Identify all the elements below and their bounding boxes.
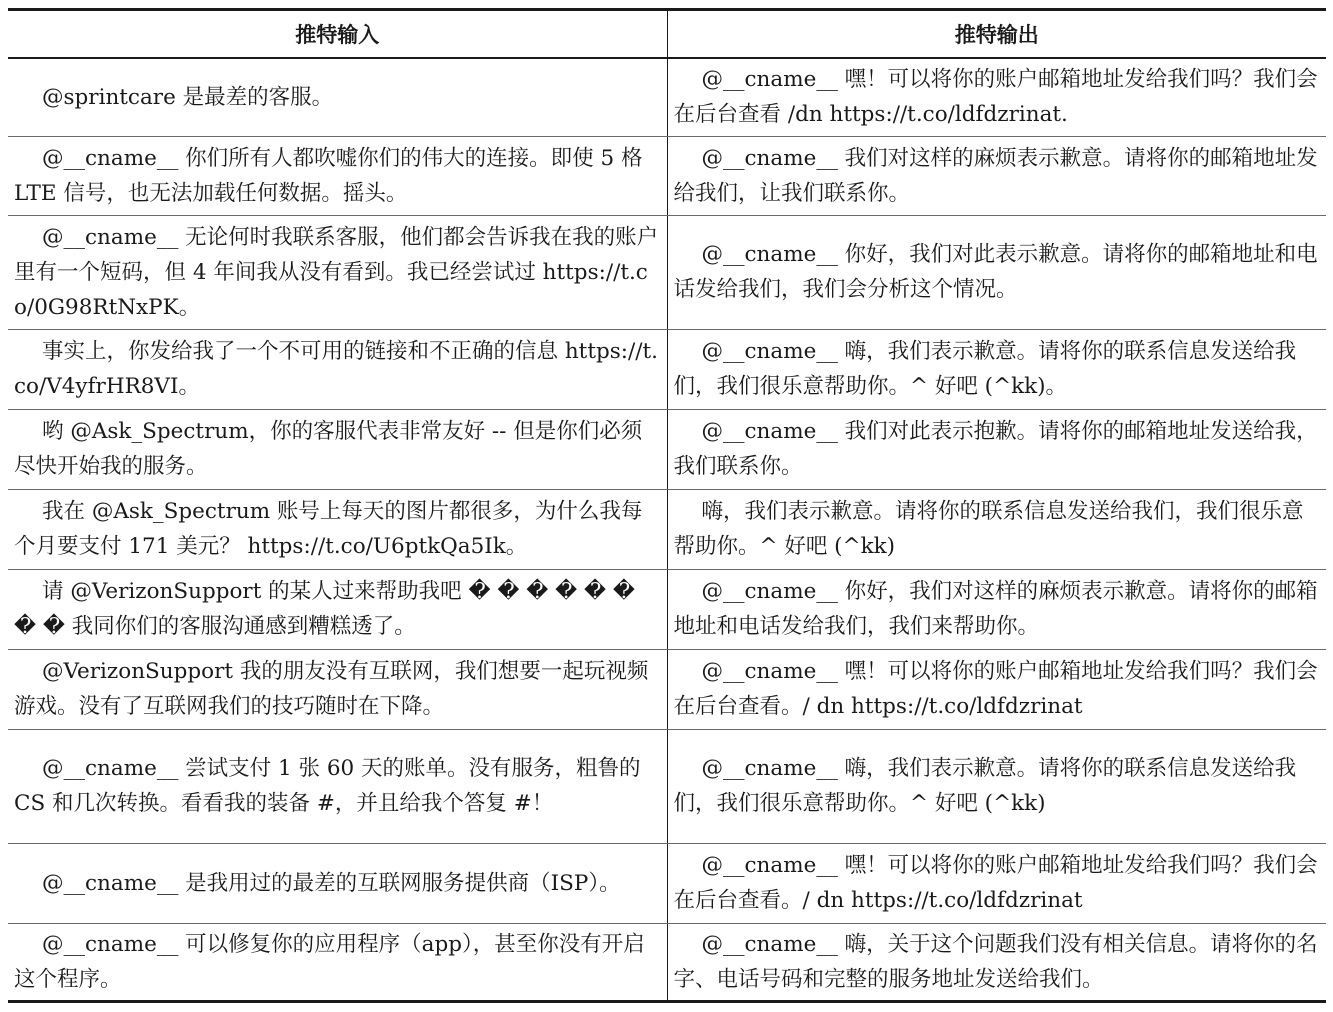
input-text: @__cname__ 你们所有人都吹嘘你们的伟大的连接。即使 5 格 LTE 信号，也无法加载任何数据。摇头。	[14, 145, 643, 206]
input-text: @__cname__ 是我用过的最差的互联网服务提供商（ISP）。	[42, 870, 621, 896]
output-text: @__cname__ 嘿！可以将你的账户邮箱地址发给我们吗？我们会在后台查看 /dn https://t.co/ldfdzrinat.	[673, 67, 1318, 128]
table-row	[8, 569, 1326, 649]
output-cell	[667, 649, 1326, 729]
output-cell	[667, 923, 1326, 1001]
header-tweet-input: 推特输入	[8, 10, 667, 59]
table-row	[8, 329, 1326, 409]
output-text: @__cname__ 你好，我们对这样的麻烦表示歉意。请将你的邮箱地址和电话发给我们，我们来帮助你。	[673, 579, 1318, 639]
output-cell	[667, 136, 1326, 215]
output-cell	[667, 843, 1326, 923]
input-cell	[8, 569, 667, 649]
table-header-row	[8, 10, 1326, 59]
table-row	[8, 843, 1326, 923]
input-cell	[8, 215, 667, 329]
output-text: @__cname__ 我们对此表示抱歉。请将你的邮箱地址发送给我，我们联系你。	[673, 419, 1318, 479]
table-row	[8, 409, 1326, 489]
tweet-io-table	[8, 8, 1326, 1003]
input-text: @__cname__ 尝试支付 1 张 60 天的账单。没有服务，粗鲁的 CS 和几次转换。看看我的装备 #，并且给我个答复 #！	[14, 756, 641, 816]
output-text: @__cname__ 嗨，我们表示歉意。请将你的联系信息发送给我们，我们很乐意帮助你。^ 好吧 (^kk)。	[673, 339, 1297, 399]
input-text: @__cname__ 无论何时我联系客服，他们都会告诉我在我的账户里有一个短码，但 4 年间我从没有看到。我已经尝试过 https://t.co/0G98RtNxPK。	[14, 224, 659, 320]
input-cell	[8, 329, 667, 409]
input-text: 事实上，你发给我了一个不可用的链接和不正确的信息 https://t.co/V4yfrHR8VI。	[14, 339, 658, 399]
output-text: @__cname__ 嘿！可以将你的账户邮箱地址发给我们吗？我们会在后台查看。/ dn https://t.co/ldfdzrinat	[673, 853, 1318, 913]
input-text: @VerizonSupport 我的朋友没有互联网，我们想要一起玩视频游戏。没有了互联网我们的技巧随时在下降。	[14, 659, 649, 719]
output-text: @__cname__ 我们对这样的麻烦表示歉意。请将你的邮箱地址发给我们，让我们联系你。	[673, 145, 1318, 206]
header-tweet-output: 推特输出	[667, 10, 1326, 59]
input-cell	[8, 136, 667, 215]
output-cell	[667, 409, 1326, 489]
input-text: 我在 @Ask_Spectrum 账号上每天的图片都很多，为什么我每个月要支付 171 美元？ https://t.co/U6ptkQa5Ik。	[14, 499, 643, 559]
input-text: 请 @VerizonSupport 的某人过来帮助我吧 � � � � � � � � 我同你们的客服沟通感到糟糕透了。	[14, 579, 635, 639]
tweet-table-container	[8, 8, 1326, 1003]
table-row	[8, 136, 1326, 215]
input-text: @__cname__ 可以修复你的应用程序（app），甚至你没有开启这个程序。	[14, 931, 645, 992]
output-cell	[667, 329, 1326, 409]
output-text: 嗨，我们表示歉意。请将你的联系信息发送给我们，我们很乐意帮助你。^ 好吧 (^kk)	[673, 499, 1304, 559]
input-cell	[8, 489, 667, 569]
table-row	[8, 215, 1326, 329]
output-cell	[667, 729, 1326, 843]
output-cell	[667, 569, 1326, 649]
input-cell	[8, 649, 667, 729]
input-cell	[8, 843, 667, 923]
input-text: 哟 @Ask_Spectrum，你的客服代表非常友好 -- 但是你们必须尽快开始我的服务。	[14, 419, 643, 479]
input-cell	[8, 923, 667, 1001]
output-cell	[667, 215, 1326, 329]
input-cell	[8, 729, 667, 843]
output-cell	[667, 489, 1326, 569]
input-text: @sprintcare 是最差的客服。	[42, 84, 334, 110]
table-row	[8, 489, 1326, 569]
table-row	[8, 649, 1326, 729]
table-row	[8, 58, 1326, 136]
output-text: @__cname__ 嗨，关于这个问题我们没有相关信息。请将你的名字、电话号码和完整的服务地址发送给我们。	[673, 931, 1318, 992]
output-cell	[667, 58, 1326, 136]
output-text: @__cname__ 嘿！可以将你的账户邮箱地址发给我们吗？我们会在后台查看。/ dn https://t.co/ldfdzrinat	[673, 659, 1318, 719]
input-cell	[8, 58, 667, 136]
output-text: @__cname__ 嗨，我们表示歉意。请将你的联系信息发送给我们，我们很乐意帮助你。^ 好吧 (^kk)	[673, 756, 1297, 816]
input-cell	[8, 409, 667, 489]
output-text: @__cname__ 你好，我们对此表示歉意。请将你的邮箱地址和电话发给我们，我们会分析这个情况。	[673, 242, 1318, 302]
table-row	[8, 729, 1326, 843]
table-row	[8, 923, 1326, 1001]
